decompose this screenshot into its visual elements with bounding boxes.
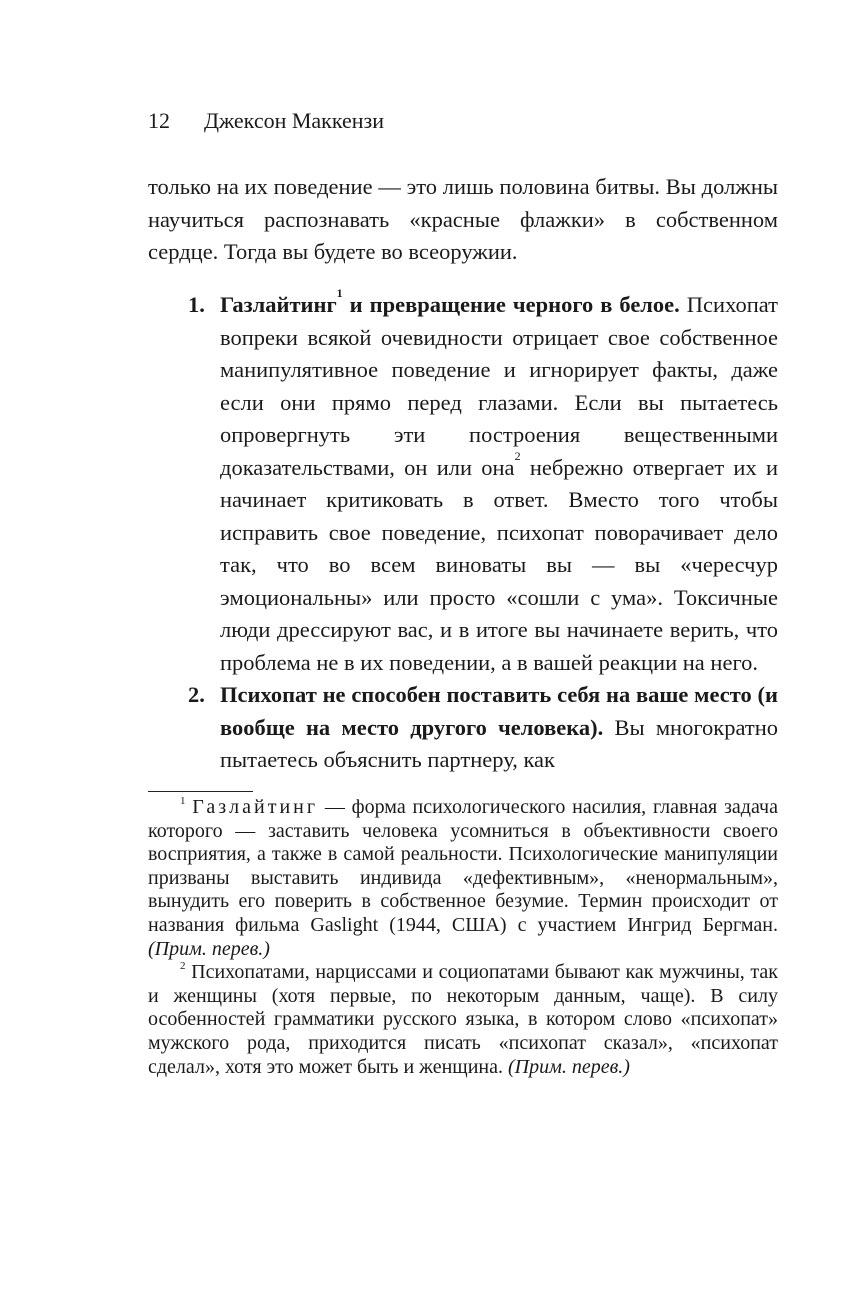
item-title <box>220 286 680 317</box>
item-body: Вы многократно пытаетесь объяснить партнеру, как <box>220 714 778 772</box>
footnote-divider <box>148 791 253 792</box>
list-marker: 2. <box>188 682 205 707</box>
footnote <box>148 961 778 1079</box>
footnote-text: Психопатами, нарциссами и социопатами бывают как мужчины, так и женщины (хотя первые, по некоторым данным, чаще). В силу особенностей грамматики русского языка, в котором слово «психопат» мужского рода, приходится писать «психопат сказал», «психопат сделал», хотя это может быть и женщина. <box>148 961 779 1078</box>
numbered-list <box>188 286 779 777</box>
running-title: Джексон Маккензи <box>204 108 385 133</box>
body-text <box>148 171 778 269</box>
item-title: Психопат не способен поставить себя на ваше место (и вообще на место другого человека). <box>220 682 778 740</box>
footnote-ref[interactable]: 2 <box>514 448 521 463</box>
item-body: небрежно отвергает их и начинает критиковать в ответ. Вместо того чтобы исправить свое поведение, психопат поворачивает дело так, что во всем виноваты вы — вы «чересчур эмоциональны» или просто «сошли с ума». Токсичные люди дрессируют вас, и в итоге вы начинаете верить, что проблема не в их поведении, а в вашей реакции на него. <box>220 454 779 675</box>
footnote-ref[interactable]: 1 <box>336 286 343 300</box>
running-header <box>148 106 384 136</box>
footnote-number: 2 <box>180 960 186 973</box>
list-item <box>188 679 778 777</box>
item-title-text: Газлайтинг <box>220 292 337 317</box>
footnotes <box>148 796 778 1079</box>
list-item <box>188 286 779 679</box>
footnote <box>148 796 778 961</box>
footnote-text: — форма психологического насилия, главная задача которого — заставить человека усомниться в объективности своего восприятия, а также в самой реальности. Психологические манипуляции призваны выставить индивида «дефективным», «ненормальным», вынудить его поверить в собственное безумие. Термин происходит от названия фильма Gaslight (1944, США) с участием Ингрид Бергман. <box>148 796 778 936</box>
footnote-number: 1 <box>180 795 186 807</box>
translator-note: (Прим. перев.) <box>148 937 270 960</box>
item-body: Психопат вопреки всякой очевидности отрицает свое собственное манипулятивное поведение и игнорирует факты, даже если они прямо перед глазами. Если вы пытаетесь опровергнуть эти построения вещественными доказательствами, он или она <box>220 292 778 480</box>
page-number: 12 <box>148 108 170 133</box>
translator-note: (Прим. перев.) <box>507 1055 630 1078</box>
list-marker: 1. <box>188 292 205 317</box>
intro-paragraph: только на их поведение — это лишь половина битвы. Вы должны научиться распознавать «красные флажки» в собственном сердце. Тогда вы будете во всеоружии. <box>148 174 778 264</box>
footnote-term: Газлайтинг <box>192 796 319 818</box>
item-title-text: и превращение черного в белое. <box>342 292 680 317</box>
